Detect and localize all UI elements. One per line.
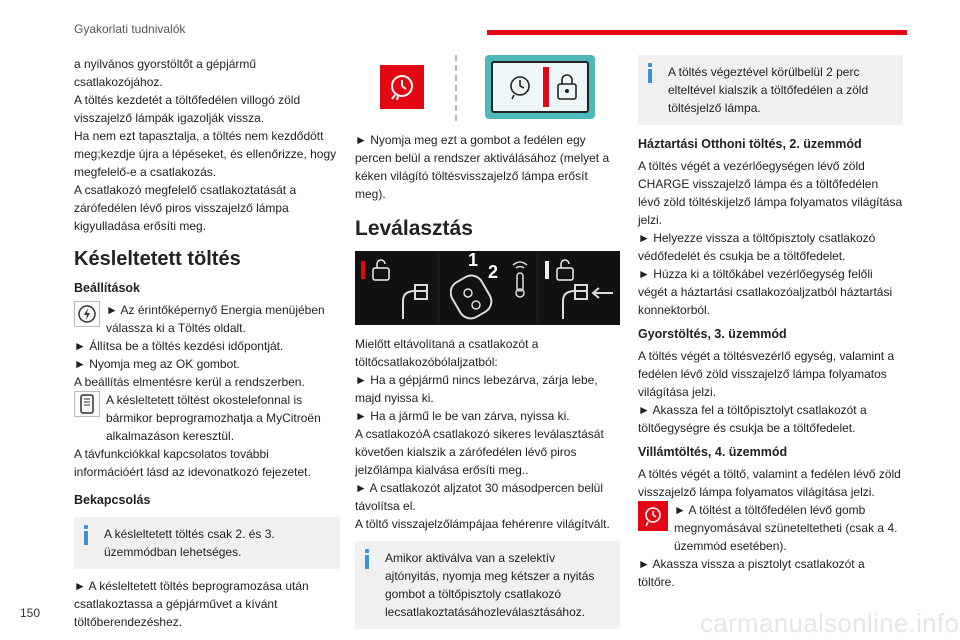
press-button-text: ► Nyomja meg ezt a gombot a fedélen egy percen belül a rendszer aktiválásához (melyet a kéken világító töltésvisszajelző lámpa erősít meg).: [355, 133, 610, 201]
info-icon: [84, 525, 88, 547]
heading-delayed-charging: Késleltetett töltés: [74, 248, 241, 270]
info-text-delayed: A késleltetett töltés csak 2. és 3. üzemmódban lehetséges.: [104, 527, 275, 559]
divider-dashed: [455, 55, 457, 121]
disconnect-figure: [355, 251, 620, 325]
heading-mode4: Villámtöltés, 4. üzemmód: [638, 445, 788, 459]
figure-panel-3: [539, 251, 620, 325]
page-number: 150: [20, 606, 41, 620]
final-text: ► A késleltetett töltés beprogramozása után csatlakoztassa a gépjárművet a kívánt töltőberendezéshez.: [74, 579, 309, 629]
plug-icon: [397, 281, 431, 326]
info-icon: [365, 549, 369, 571]
info-icon: [648, 63, 652, 85]
heading-settings: Beállítások: [74, 281, 141, 295]
charge-button-red-icon: [380, 65, 424, 109]
step-1: ► Állítsa be a töltés kezdési időpontját.: [74, 339, 284, 353]
red-indicator-strip: [543, 67, 549, 107]
column-3: [638, 55, 903, 591]
heading-disconnect: Leválasztás: [355, 217, 473, 240]
charge-flap-panel: [485, 55, 595, 119]
info-box-selective: [355, 541, 620, 629]
info-box-end: [638, 55, 903, 125]
app-text: A késleltetett töltést okostelefonnal is bármikor beprogramozhatja a MyCitroën alkalmazáson keresztül.: [106, 393, 321, 443]
column-1: [74, 55, 340, 631]
mode3-text-2: ► Akassza fel a töltőpisztolyt csatlakozót a töltőegységre és csukja be a töltőfedelet.: [638, 403, 867, 435]
mode4-icon-text: ► A töltést a töltőfedélen lévő gomb megnyomásával szüneteltetheti (csak a 4. üzemmód esetében).: [674, 503, 898, 553]
smartphone-icon: [74, 391, 100, 417]
remote-text: A távfunkciókkal kapcsolatos további információért lásd az idevonatkozó fejezetet.: [74, 447, 311, 479]
info-text-end: A töltés végeztével körülbelül 2 perc elteltével kialszik a töltőfedélen a zöld töltésjelző lámpa.: [668, 65, 869, 115]
column-2: [355, 55, 620, 637]
info-text-selective: Amikor aktiválva van a szelektív ajtónyitás, nyomja meg kétszer a nyitás gombot a töltőpisztoly csatlakozó lecsatlakoztatásáhozleválasztásához.: [385, 551, 595, 619]
before-text-4: A csatlakozóA csatlakozó sikeres leválasztását követően kialszik a zárófedélen lévő piros jelzőlámpa kialvása erősíti meg..: [355, 427, 604, 477]
step-number-1: 1: [468, 250, 479, 270]
mode2-text-1: A töltés végét a vezérlőegységen lévő zöld CHARGE visszajelző lámpa és a töltőfedélen lévő zöld töltéskijelző lámpa folyamatos világítása jelzi.: [638, 159, 903, 227]
lock-icon: [555, 73, 579, 106]
button-figure: [355, 55, 620, 121]
figure-panel-2: [440, 251, 536, 325]
remove-plug-icon: [557, 279, 617, 326]
intro-para-4: A csatlakozó megfelelő csatlakoztatását a zárófedélen lévő piros visszajelző lámpa kigyulladása erősíti meg.: [74, 183, 297, 233]
charge-timer-red-icon: [638, 501, 668, 531]
intro-para-3: Ha nem ezt tapasztalja, a töltés nem kezdődött meg;kezdje újra a lépéseket, és ellenőrizze, hogy megfelelő-e a csatlakozás.: [74, 129, 337, 179]
before-text-2: ► Ha a gépjármű nincs lebezárva, zárja lebe, majd nyissa ki.: [355, 373, 598, 405]
mode2-text-3: ► Húzza ki a töltőkábel vezérlőegység felőli végét a háztartási csatlakozóaljzatból háztartási konnektorból.: [638, 267, 893, 317]
unlock-icon: [371, 259, 391, 286]
intro-para-2: A töltés kezdetét a töltőfedélen villogó zöld visszajelző lámpák igazolják vissza.: [74, 93, 301, 125]
timer-plug-icon: [507, 73, 535, 106]
figure-panel-1: [355, 251, 437, 325]
app-row: [74, 391, 340, 445]
heading-mode2: Háztartási Otthoni töltés, 2. üzemmód: [638, 137, 862, 151]
step-2: ► Nyomja meg az OK gombot.: [74, 357, 240, 371]
intro-para-1: a nyilvános gyorstöltőt a gépjármű csatlakozójához.: [74, 57, 257, 89]
energy-icon: [74, 301, 100, 327]
step-3: A beállítás elmentésre kerül a rendszerben.: [74, 375, 305, 389]
mode4-icon-row: [638, 501, 903, 555]
heading-mode3: Gyorstöltés, 3. üzemmód: [638, 327, 787, 341]
mode2-text-2: ► Helyezze vissza a töltőpisztoly csatlakozó védőfedelét és csukja be a töltőfedelet.: [638, 231, 876, 263]
heading-activation: Bekapcsolás: [74, 493, 151, 507]
info-box-delayed: [74, 517, 340, 569]
before-text-1: Mielőtt eltávolítaná a csatlakozót a töltőcsatlakozóbólaljzatból:: [355, 337, 539, 369]
before-text-3: ► Ha a jármű le be van zárva, nyissa ki.: [355, 409, 570, 423]
step-number-2: 2: [488, 262, 499, 282]
before-text-6: A töltő visszajelzőlámpájaa fehérenre világítvált.: [355, 517, 610, 531]
watermark: carmanualsonline.info: [700, 608, 960, 638]
header-accent-bar: [487, 30, 907, 35]
section-title: Gyakorlati tudnivalók: [74, 22, 186, 36]
key-fob-icon: [450, 269, 514, 328]
mode4-last: ► Akassza vissza a pisztolyt csatlakozót a töltőre.: [638, 557, 865, 589]
mode4-text: A töltés végét a töltő, valamint a fedélen lévő zöld visszajelző lámpa folyamatos világítása jelzi.: [638, 467, 901, 499]
energy-menu-text: ► Az érintőképernyő Energia menüjében válassza ki a Töltés oldalt.: [106, 303, 325, 335]
energy-menu-row: [74, 301, 340, 337]
signal-thermometer-icon: [510, 259, 530, 304]
before-text-5: ► A csatlakozót aljzatot 30 másodpercen belül távolítsa el.: [355, 481, 604, 513]
mode3-text-1: A töltés végét a töltésvezérlő egység, valamint a fedélen lévő zöld visszajelző lámpa folyamatos világítása jelzi.: [638, 349, 895, 399]
